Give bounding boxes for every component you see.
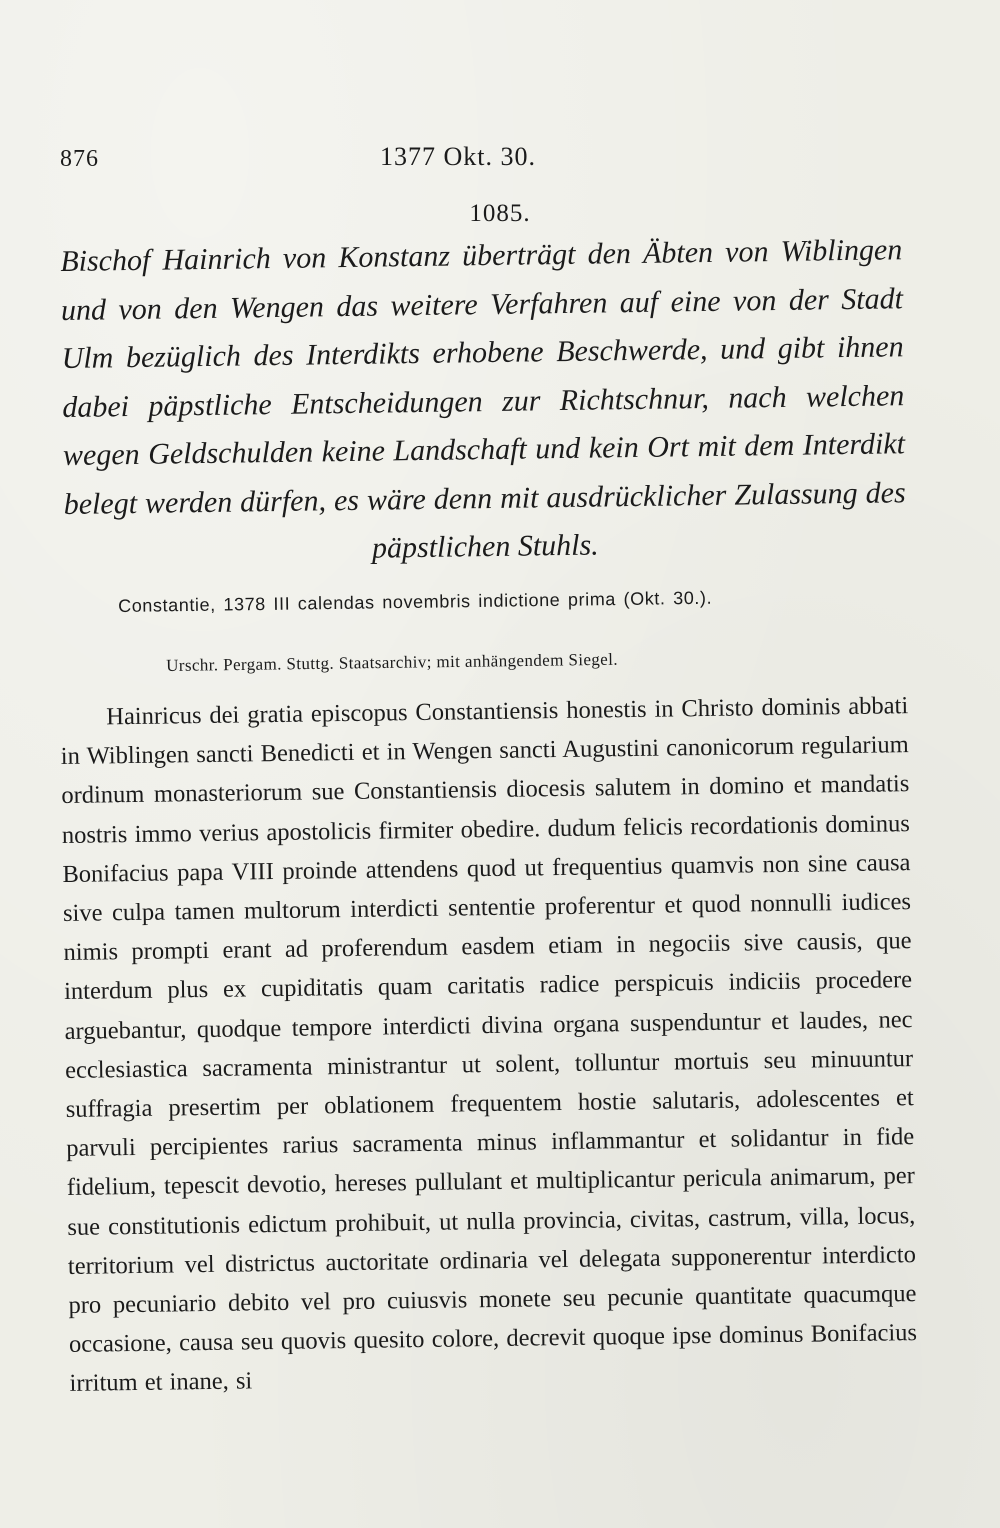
dating-line: Constantie, 1378 III calendas novembris indictione prima (Okt. 30.).: [118, 587, 713, 616]
document-number: 1085.: [469, 200, 531, 227]
regest-summary: Bischof Hainrich von Konstanz überträgt den Äbten von Wiblingen und von den Wengen das weitere Verfahren auf eine von der Stadt Ulm bezüglich des Interdikts erhobene Beschwerde, und gibt ihnen dabei päpstliche Entscheidungen zur Richtschnur, nach welchen wegen Geldschulden keine Landschaft und kein Ort mit dem Interdikt belegt werden dürfen, es wäre denn mit ausdrücklicher Zulassung des päpstlichen Stuhls.: [60, 233, 906, 565]
page-number: 876: [60, 146, 99, 172]
running-head-date: 1377 Okt. 30.: [380, 142, 536, 171]
source-note: Urschr. Pergam. Stuttg. Staatsarchiv; mit anhängendem Siegel.: [166, 649, 619, 675]
charter-text: Hainricus dei gratia episcopus Constantiensis honestis in Christo dominis abbati in Wiblingen sancti Benedicti et in Wengen sancti Augustini canonicorum regularium ordinum monasteriorum sue Constantiensis diocesis salutem in domino et mandatis nostris immo verius apostolicis firmiter obedire. dudum felicis recordationis dominus Bonifacius papa VIII proinde attendens quod ut frequentius quamvis non sine causa sive culpa tamen multorum interdicti sententie proferentur et quod nonnulli iudices nimis prompti erant ad proferendum easdem etiam in negociis sive causis, que interdum plus ex cupiditatis quam caritatis radice perspicuis indiciis procedere arguebantur, quodque tempore interdicti divina organa suspenduntur et laudes, nec ecclesiastica sacramenta ministrantur ut solent, tolluntur mortuis seu minuuntur suffragia presertim per oblationem frequentem hostie salutaris, adolescentes et parvuli percipientes rarius sacramenta minus inflammantur et solidantur in fide fidelium, tepescit devotio, hereses pullulant et multiplicantur pericula animarum, per sue constitutionis edictum prohibuit, ut nulla provincia, civitas, castrum, villa, locus, territorium vel districtus auctoritate ordinaria vel delegata supponerentur interdicto pro pecuniario debito vel pro cuiusvis monete seu pecunie quantitate quacumque occasione, causa seu quovis quesito colore, decrevit quoque ipse dominus Bonifacius irritum et inane, si: [60, 692, 918, 1398]
running-head: [60, 142, 940, 182]
